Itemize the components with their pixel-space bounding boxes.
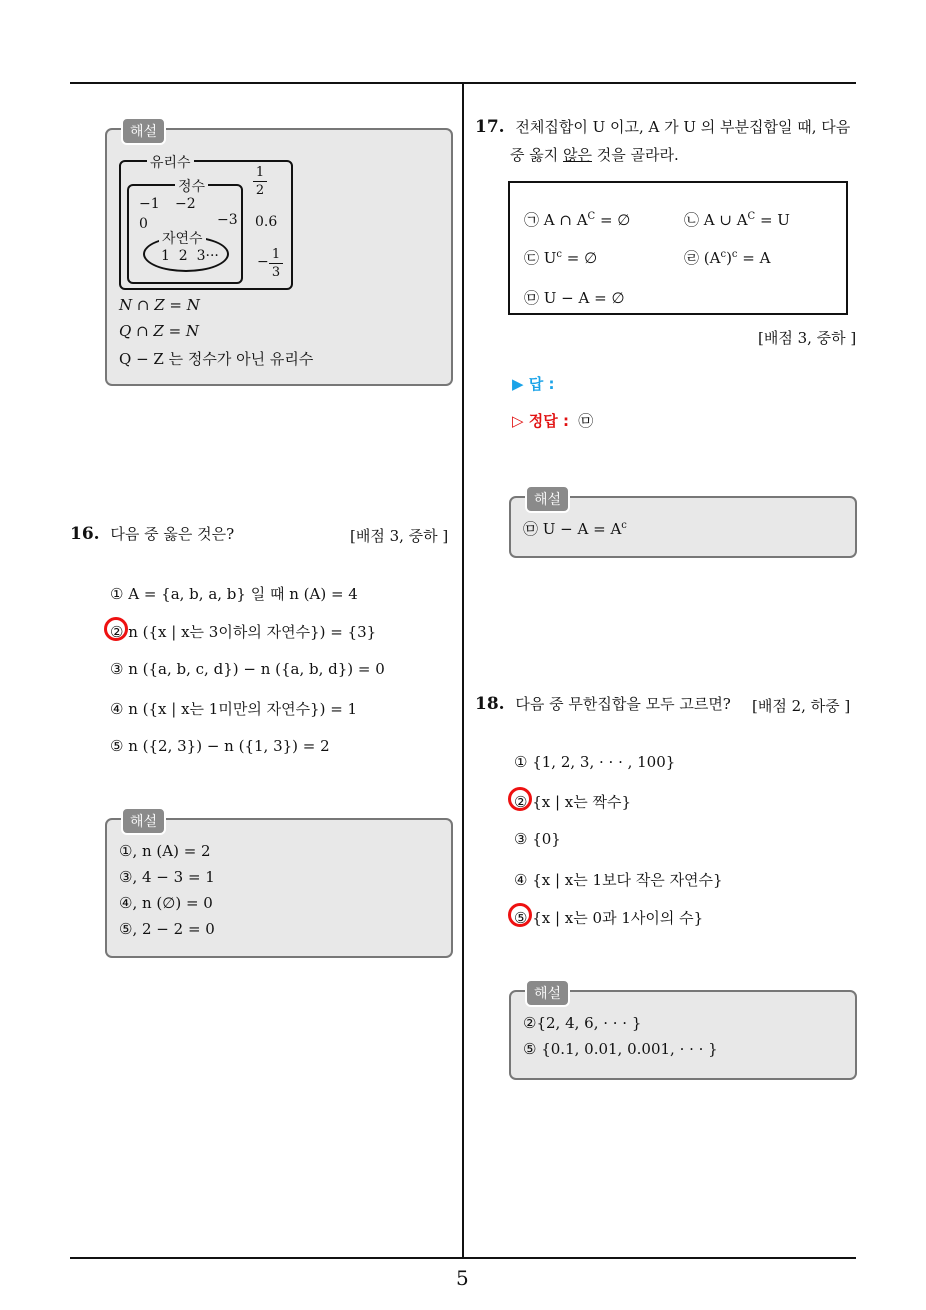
venn-fraction-half: $\frac{1}{2}$ [253,164,267,199]
solution-tag: 해설 [525,485,570,513]
solution-box-17 [509,492,857,558]
solution-box-15 [105,124,453,386]
page-number: 5 [456,1266,469,1290]
solution-tag: 해설 [121,807,166,835]
solution-line: ①, n (A) = 2 [119,842,211,860]
question-16 [70,523,234,544]
question-number: 18. [475,694,505,714]
question-number: 16. [70,524,100,544]
solution-tag: 해설 [121,117,166,145]
option-2: ② n ({x | x는 3이하의 자연수}) = {3} [110,623,377,641]
option-3: ③ {0} [514,830,561,848]
statement-4: ㉣ $(A^c)^c = A$ [684,249,771,267]
venn-int-val: 0 [139,216,148,232]
solution-box-18 [509,986,857,1080]
venn-fraction-sign: − [257,254,269,270]
selected-answer-mark [104,617,128,641]
option-5: ⑤ {x | x는 0과 1사이의 수} [514,909,704,927]
statement-3: ㉢ $U^c$ = ∅ [524,249,598,267]
solution-line: ③, 4 − 3 = 1 [119,868,215,886]
venn-natural-label: 자연수 [159,228,206,248]
venn-fraction-third: $\frac{1}{3}$ [269,246,283,281]
question-score: [배점 2, 하중 ] [752,697,851,715]
column-divider [462,82,464,1259]
question-17 [475,116,850,137]
solution-line: Q ∩ Z = N [119,322,200,340]
solution-line: ⑤ {0.1, 0.01, 0.001, · · · } [523,1040,718,1058]
selected-answer-mark [508,787,532,811]
statement-5: ㉤ U − A = ∅ [524,289,625,307]
solution-line: N ∩ Z = N [119,296,200,314]
option-5: ⑤ n ({2, 3}) − n ({1, 3}) = 2 [110,737,330,755]
question-text-line2: 중 옳지 않은 것을 골라라. [510,146,679,164]
option-3: ③ n ({a, b, c, d}) − n ({a, b, d}) = 0 [110,660,385,678]
question-number: 17. [475,117,505,137]
venn-int-val: −2 [175,196,196,212]
venn-natural-vals: 1 2 3··· [161,248,219,264]
correct-answer: ▷ 정답 : ㉤ [512,412,594,430]
solution-line: ⑤, 2 − 2 = 0 [119,920,215,938]
statement-1: ㉠ A ∩ $A^C$ = ∅ [524,211,631,229]
question-text: 전체집합이 U 이고, A 가 U 의 부분집합일 때, 다음 [515,118,851,136]
solution-box-16 [105,814,453,958]
selected-answer-mark [508,903,532,927]
option-1: ① {1, 2, 3, · · · , 100} [514,753,676,771]
venn-rational-label: 유리수 [147,152,194,172]
option-4: ④ {x | x는 1보다 작은 자연수} [514,871,723,889]
solution-line: ④, n (∅) = 0 [119,894,213,912]
question-score: [배점 3, 중하 ] [350,527,449,545]
solution-line: Q − Z 는 정수가 아닌 유리수 [119,350,314,368]
answer-input-label: ▶ 답 : [512,375,555,393]
statement-box [508,181,848,315]
question-18 [475,693,731,714]
solution-line: ②{2, 4, 6, · · · } [523,1014,642,1032]
option-1: ① A = {a, b, a, b} 일 때 n (A) = 4 [110,585,358,603]
question-score: [배점 3, 중하 ] [758,329,857,347]
venn-integer-label: 정수 [175,176,208,196]
venn-int-val: −1 [139,196,160,212]
venn-decimal: 0.6 [255,214,278,230]
venn-int-val: −3 [217,212,238,228]
option-4: ④ n ({x | x는 1미만의 자연수}) = 1 [110,700,358,718]
question-text: 다음 중 옳은 것은? [110,525,235,543]
solution-line: ㉤ $U - A = A^c$ [523,520,627,538]
statement-2: ㉡ A ∪ $A^C = U$ [684,211,790,229]
solution-tag: 해설 [525,979,570,1007]
option-2: ② {x | x는 짝수} [514,793,632,811]
question-text: 다음 중 무한집합을 모두 고르면? [515,695,731,713]
